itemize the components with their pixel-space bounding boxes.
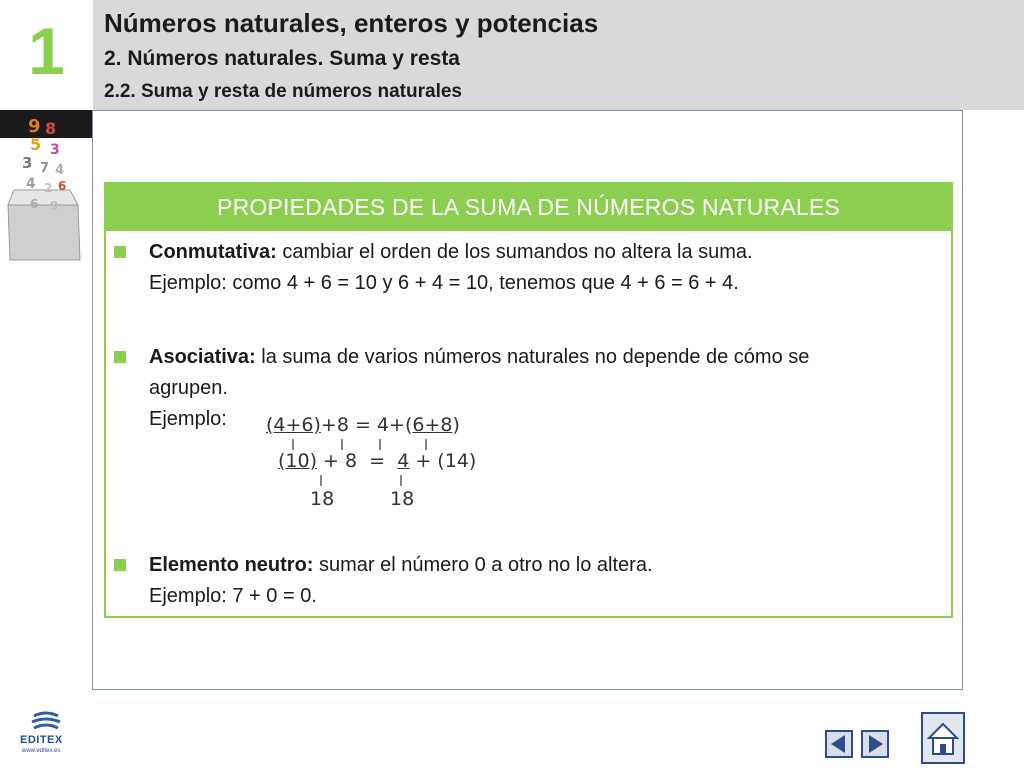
formula-sum-left: (10) (278, 450, 318, 472)
svg-text:2: 2 (44, 181, 53, 195)
square-bullet-icon (114, 559, 126, 571)
associative-formula (266, 414, 476, 514)
editex-brand: EDITEX (20, 734, 63, 746)
property-example-label: Ejemplo: (149, 408, 227, 430)
svg-text:4: 4 (55, 163, 65, 178)
formula-part: + 8 = (317, 450, 398, 472)
formula-result-left: 18 (310, 488, 335, 510)
editex-url: www.editex.es (22, 748, 61, 754)
svg-text:6: 6 (58, 179, 67, 193)
property-example: Ejemplo: 7 + 0 = 0. (149, 585, 317, 607)
home-button[interactable] (921, 712, 965, 764)
page-subtitle: 2. Números naturales. Suma y resta (104, 47, 460, 70)
page-title: Números naturales, enteros y potencias (104, 8, 599, 38)
svg-text:5: 5 (30, 135, 42, 154)
header-bar (0, 0, 1024, 110)
property-commutative (114, 237, 934, 299)
formula-part: ) (452, 414, 460, 436)
unit-number: 1 (28, 14, 65, 88)
property-term: Asociativa: (149, 346, 256, 368)
next-slide-button[interactable] (861, 730, 889, 758)
property-description: la suma de varios números naturales no depende de cómo se (255, 346, 810, 368)
formula-part: +8 = 4+( (320, 414, 413, 436)
house-icon (923, 714, 963, 762)
formula-group-right: 6+8 (412, 414, 453, 436)
property-description-cont: agrupen. (149, 377, 228, 399)
previous-slide-button[interactable] (825, 730, 853, 758)
numbers-decoration-image (0, 110, 93, 265)
property-term: Elemento neutro: (149, 554, 314, 576)
svg-text:9: 9 (50, 199, 59, 213)
property-description: sumar el número 0 a otro no lo altera. (313, 554, 653, 576)
svg-text:9: 9 (28, 116, 41, 137)
svg-text:4: 4 (26, 176, 36, 192)
triangle-right-icon (863, 732, 887, 756)
properties-box-header (106, 184, 951, 231)
svg-text:6: 6 (30, 197, 39, 211)
editex-logo (16, 710, 76, 760)
svg-text:3: 3 (50, 142, 60, 158)
property-term: Conmutativa: (149, 241, 277, 263)
formula-part: + (14) (409, 450, 477, 472)
formula-connectors (266, 474, 476, 488)
formula-group-left: (4+6) (266, 414, 321, 436)
properties-box-title: PROPIEDADES DE LA SUMA DE NÚMEROS NATURALES (217, 194, 840, 220)
unit-number-box (0, 0, 93, 110)
svg-text:7: 7 (40, 161, 50, 176)
svg-text:3: 3 (22, 154, 33, 172)
properties-box (104, 182, 953, 618)
square-bullet-icon (114, 351, 126, 363)
triangle-left-icon (827, 732, 851, 756)
property-identity (114, 550, 934, 612)
formula-four: 4 (397, 450, 410, 472)
square-bullet-icon (114, 246, 126, 258)
formula-result-right: 18 (390, 488, 415, 510)
section-title: 2.2. Suma y resta de números naturales (104, 81, 462, 102)
svg-text:8: 8 (45, 119, 57, 138)
property-description: cambiar el orden de los sumandos no altera la suma. (276, 241, 753, 263)
property-associative (114, 342, 934, 435)
property-example: Ejemplo: como 4 + 6 = 10 y 6 + 4 = 10, tenemos que 4 + 6 = 6 + 4. (149, 272, 739, 294)
